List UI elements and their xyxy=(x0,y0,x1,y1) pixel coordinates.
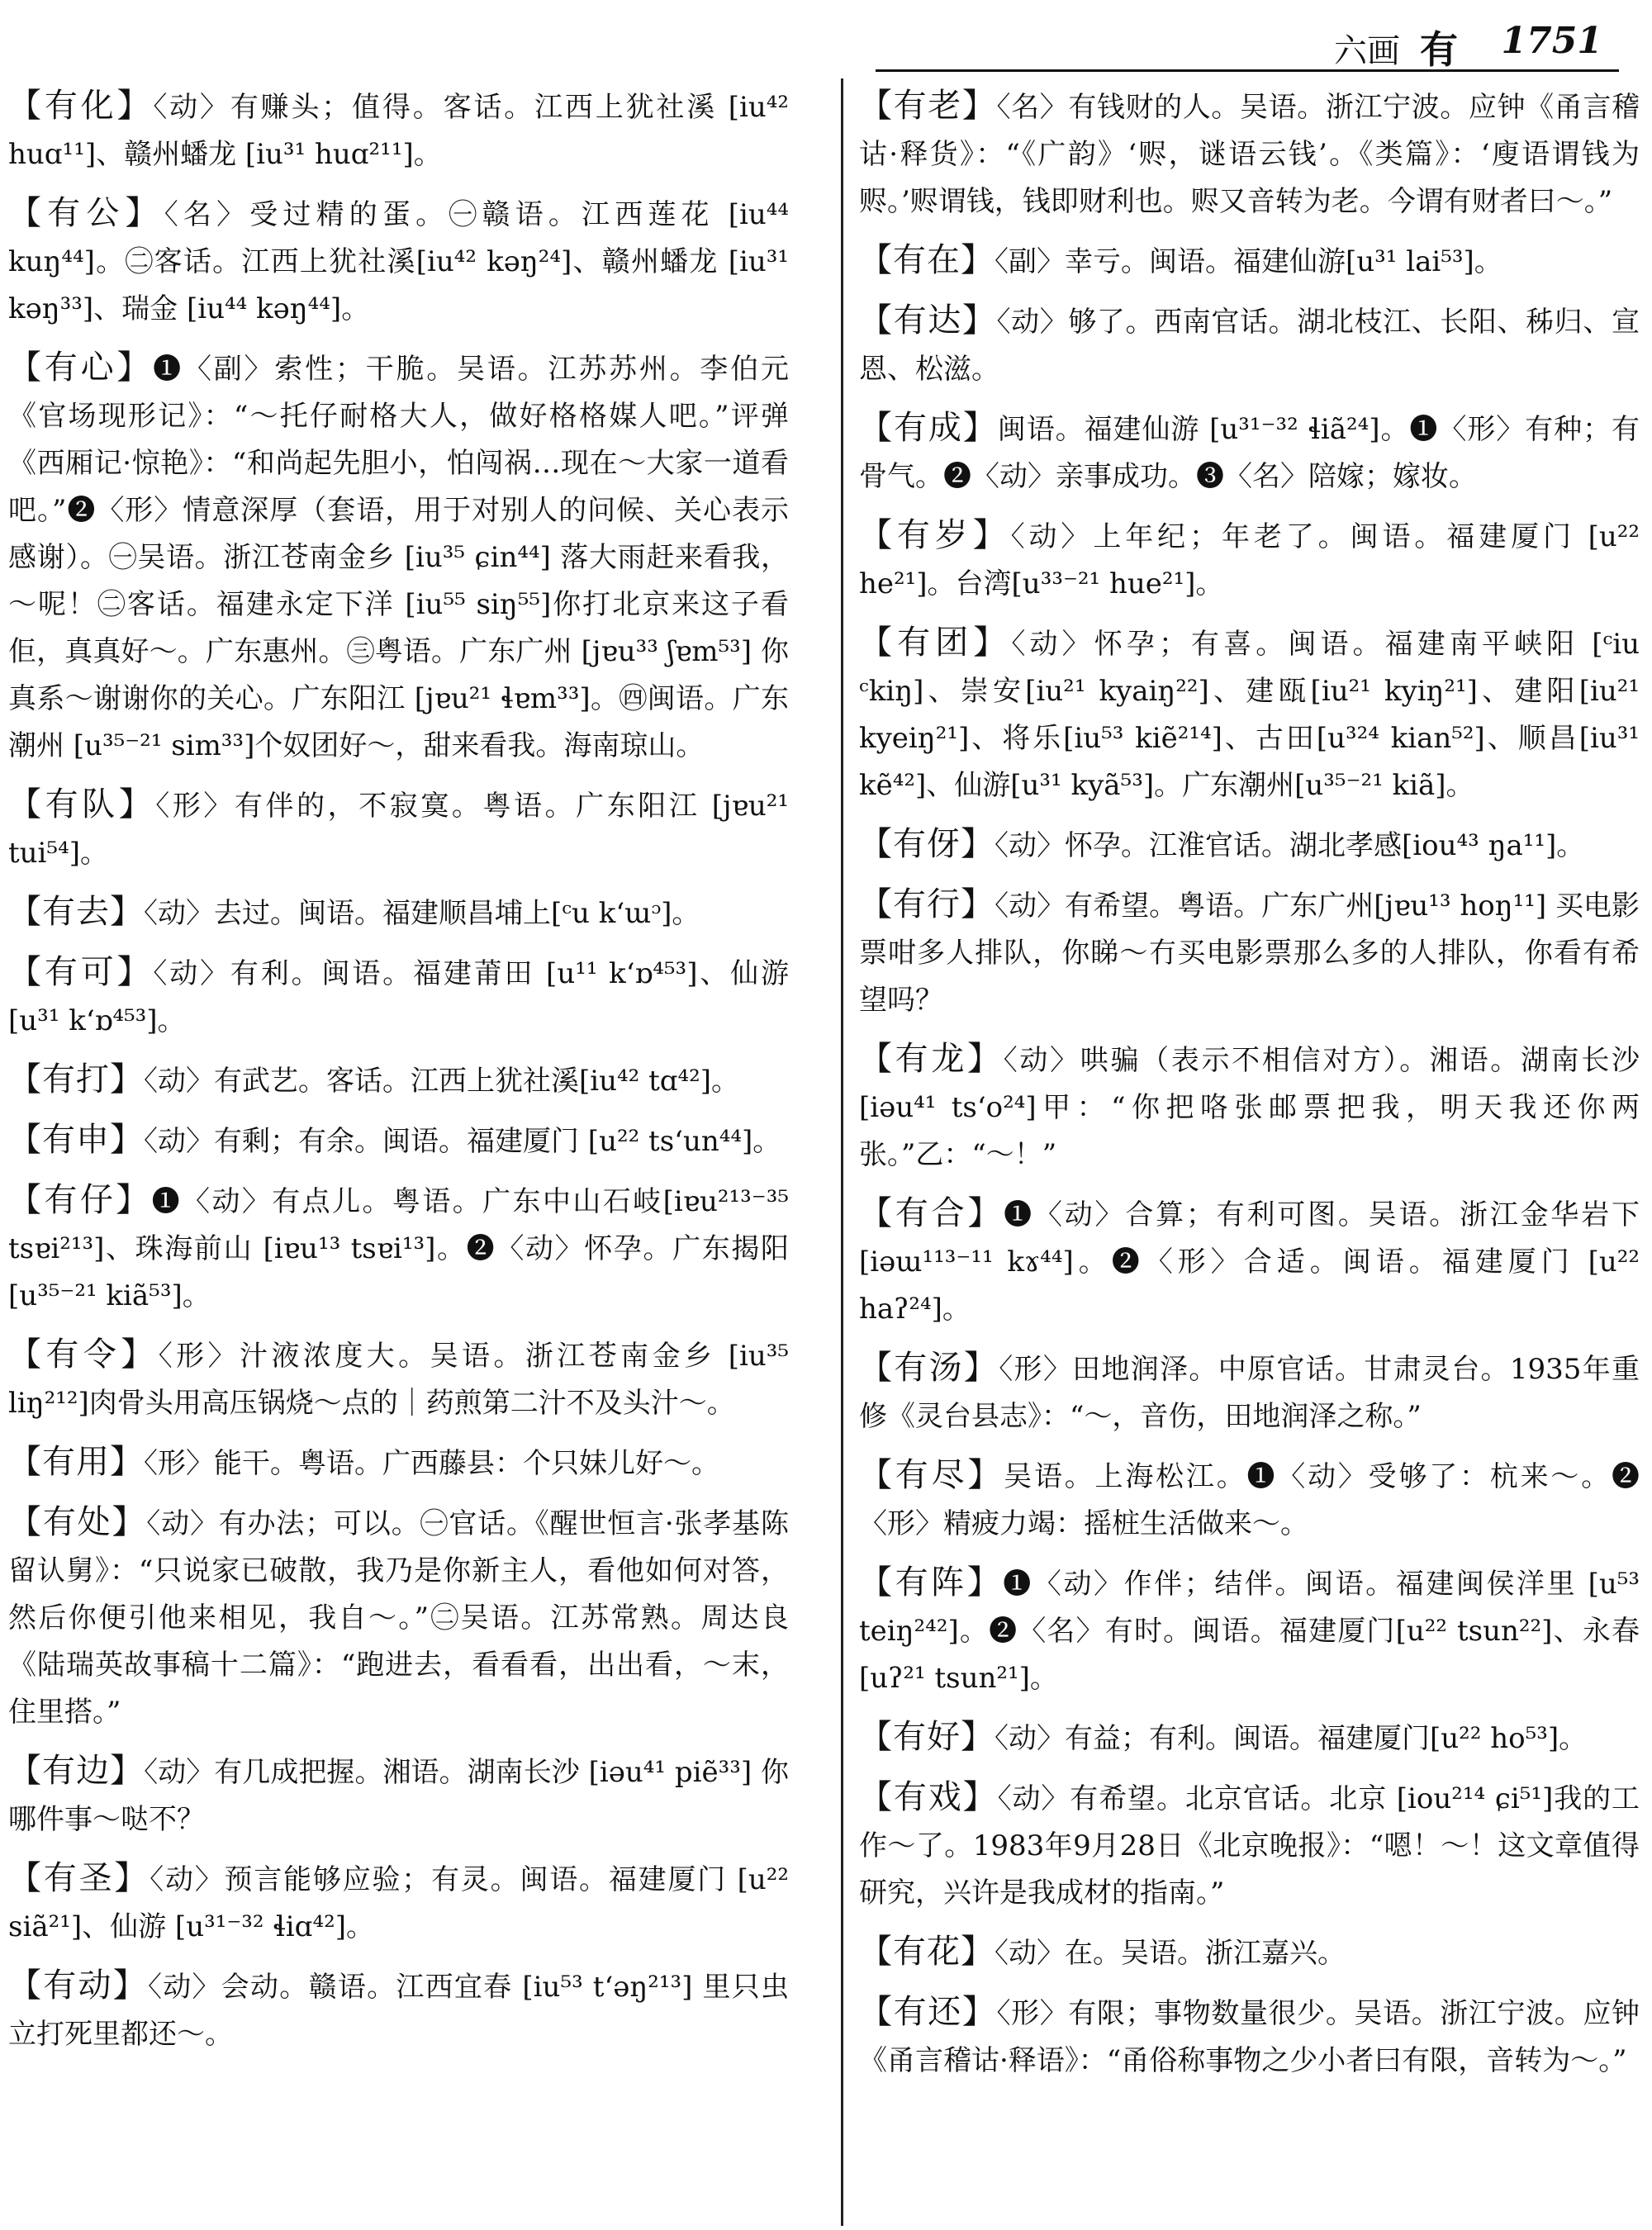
entry-headword: 【有令】 xyxy=(8,1336,159,1374)
entry-headword: 【有合】 xyxy=(859,1194,1004,1232)
dictionary-entry xyxy=(859,1345,1640,1440)
dictionary-entry xyxy=(8,1177,789,1320)
entry-headword: 【有用】 xyxy=(8,1443,144,1481)
entry-definition: 〈动〉会动。赣语。江西宜春 [iu⁵³ tʻəŋ²¹³] 里只虫立打死里都还～。 xyxy=(8,1971,789,2051)
entry-headword: 【有打】 xyxy=(8,1060,144,1098)
dictionary-entry xyxy=(8,781,789,877)
dictionary-entry xyxy=(859,512,1640,608)
entry-headword: 【有可】 xyxy=(8,953,154,991)
entry-headword: 【有阵】 xyxy=(859,1563,1004,1601)
entry-definition: 〈形〉有限；事物数量很少。吴语。浙江宁波。应钟《甬言稽诂·释语》：“甬俗称事物之少小者曰有限，音转为～。” xyxy=(859,1997,1640,2077)
entry-definition: ❶〈动〉作伴；结伴。闽语。福建闽侯洋里 [u⁵³ teiŋ²⁴²]。❷〈名〉有时。闽语。福建厦门[u²² tsun²²]、永春[uʔ²¹ tsun²¹]。 xyxy=(859,1568,1640,1695)
dictionary-entry xyxy=(8,1056,789,1105)
dictionary-entry xyxy=(859,405,1640,501)
entry-headword: 【有达】 xyxy=(859,301,997,339)
entry-headword: 【有圣】 xyxy=(8,1859,150,1897)
entry-headword: 【有化】 xyxy=(8,87,154,125)
entry-definition: 〈形〉汁液浓度大。吴语。浙江苍南金乡 [iu³⁵ liŋ²¹²]肉骨头用高压锅烧～点的｜药煎第二汁不及头汁～。 xyxy=(8,1340,789,1420)
entry-definition: 〈名〉受过精的蛋。㊀赣语。江西莲花 [iu⁴⁴ kuŋ⁴⁴]。㊁客话。江西上犹社溪[iu⁴² kəŋ²⁴]、赣州蟠龙 [iu³¹ kəŋ³³]、瑞金 [iu⁴⁴ kəŋ⁴⁴]。 xyxy=(8,198,789,325)
header-character: 有 xyxy=(1420,27,1458,72)
entry-definition: 〈动〉有益；有利。闽语。福建厦门[u²² ho⁵³]。 xyxy=(995,1722,1588,1755)
entry-headword: 【有公】 xyxy=(8,194,164,232)
entry-headword: 【有好】 xyxy=(859,1718,995,1756)
entry-headword: 【有戏】 xyxy=(859,1778,998,1816)
entry-headword: 【有去】 xyxy=(8,893,144,931)
dictionary-entry xyxy=(8,889,789,937)
dictionary-entry xyxy=(859,1452,1640,1548)
entry-headword: 【有还】 xyxy=(859,1993,997,2031)
dictionary-entry xyxy=(8,1962,789,2058)
entry-definition: ❶〈副〉索性；干脆。吴语。江苏苏州。李伯元《官场现形记》：“～托仔耐格大人，做好格格媒人吧。”评弹《西厢记·惊艳》：“和尚起先胆小，怕闯祸…现在～大家一道看吧。”❷〈形〉情意深厚（套语，用于对别人的问候、关心表示感谢）。㊀吴语。浙江苍南金乡 [iu³⁵ ɕin⁴⁴] 落大雨赶来看我，～呢！㊁客话。福建永定下洋 [iu⁵⁵ siŋ⁵⁵]你打北京来这子看佢，真真好～。广东惠州。㊂粤语。广东广州 [jɐu³³ ʃɐm⁵³] 你真系～谢谢你的关心。广东阳江 [jɐu²¹ ɬɐm³³]。㊃闽语。广东潮州 [u³⁵⁻²¹ sim³³]个奴团好～，甜来看我。海南琼山。 xyxy=(8,353,789,762)
entry-definition: 〈动〉哄骗（表示不相信对方）。湘语。湖南长沙[iəu⁴¹ tsʻo²⁴]甲：“你把咯张邮票把我，明天我还你两张。”乙：“～！” xyxy=(859,1044,1640,1171)
entry-definition: 〈动〉上年纪；年老了。闽语。福建厦门 [u²² he²¹]。台湾[u³³⁻²¹ hue²¹]。 xyxy=(859,520,1640,600)
entry-definition: 〈动〉在。吴语。浙江嘉兴。 xyxy=(995,1937,1346,1970)
dictionary-entry xyxy=(859,237,1640,286)
entry-definition: 〈动〉有剩；有余。闽语。福建厦门 [u²² tsʻun⁴⁴]。 xyxy=(144,1125,781,1158)
dictionary-entry xyxy=(8,1331,789,1427)
header-section: 六画 xyxy=(1334,32,1400,70)
dictionary-entry xyxy=(8,1748,789,1843)
page-number: 1751 xyxy=(1501,20,1602,62)
entry-headword: 【有仔】 xyxy=(8,1181,152,1219)
entry-definition: 〈形〉能干。粤语。广西藤县：个只妹儿好～。 xyxy=(144,1447,719,1480)
dictionary-entry xyxy=(859,1989,1640,2085)
entry-headword: 【有成】 xyxy=(859,409,998,447)
dictionary-entry xyxy=(8,1439,789,1487)
dictionary-entry xyxy=(8,344,789,770)
right-column xyxy=(859,83,1640,2222)
entry-definition: 〈名〉有钱财的人。吴语。浙江宁波。应钟《甬言稽诂·释货》：“《广韵》‘赆，谜语云钱’。《类篇》：‘廋语谓钱为赆。’赆谓钱，钱即财利也。赆又音转为老。今谓有财者曰～。” xyxy=(859,91,1640,218)
entry-definition: 〈动〉够了。西南官话。湖北枝江、长阳、秭归、宣恩、松滋。 xyxy=(859,306,1640,386)
entry-definition: 〈动〉预言能够应验；有灵。闽语。福建厦门 [u²² siã²¹]、仙游 [u³¹⁻³² ɬiɑ⁴²]。 xyxy=(8,1863,789,1943)
dictionary-entry xyxy=(8,1855,789,1951)
dictionary-entry xyxy=(8,1499,789,1736)
entry-definition: 〈形〉田地润泽。中原官话。甘肃灵台。1935年重修《灵台县志》：“～，音伤，田地润泽之称。” xyxy=(859,1353,1640,1433)
entry-headword: 【有伢】 xyxy=(859,825,995,863)
dictionary-entry xyxy=(859,619,1640,809)
entry-definition: 〈动〉有赚头；值得。客话。江西上犹社溪 [iu⁴² huɑ¹¹]、赣州蟠龙 [iu³¹ huɑ²¹¹]。 xyxy=(8,91,789,171)
entry-definition: 〈动〉有利。闽语。福建莆田 [u¹¹ kʻɒ⁴⁵³]、仙游 [u³¹ kʻɒ⁴⁵³]。 xyxy=(8,957,789,1037)
entry-headword: 【有岁】 xyxy=(859,516,1011,554)
entry-definition: 闽语。福建仙游 [u³¹⁻³² ɬiã²⁴]。❶〈形〉有种；有骨气。❷〈动〉亲事成功。❸〈名〉陪嫁；嫁妆。 xyxy=(859,413,1640,493)
entry-headword: 【有边】 xyxy=(8,1752,145,1790)
entry-definition: 〈动〉怀孕；有喜。闽语。福建南平峡阳 [ᶜiu ᶜkiŋ]、崇安[iu²¹ kyaiŋ²²]、建瓯[iu²¹ kyiŋ²¹]、建阳[iu²¹ kyeiŋ²¹]、将乐[iu⁵³ kiẽ²¹⁴]、古田[u³²⁴ kian⁵²]、顺昌[iu³¹ kẽ⁴²]、仙游[u³¹ kyã⁵³]。广东潮州[u³⁵⁻²¹ kiã]。 xyxy=(859,628,1640,802)
dictionary-entry xyxy=(859,881,1640,1024)
left-column xyxy=(8,83,789,2222)
entry-headword: 【有老】 xyxy=(859,87,997,125)
entry-definition: 〈动〉有希望。北京官话。北京 [iou²¹⁴ ɕi⁵¹]我的工作～了。1983年9月28日《北京晚报》：“嗯！～！这文章值得研究，兴许是我成材的指南。” xyxy=(859,1782,1640,1910)
entry-definition: 〈动〉怀孕。江淮官话。湖北孝感[iou⁴³ ŋa¹¹]。 xyxy=(995,829,1585,862)
entry-headword: 【有尽】 xyxy=(859,1456,1004,1494)
dictionary-entry xyxy=(859,297,1640,393)
entry-headword: 【有动】 xyxy=(8,1967,149,2005)
entry-definition: 〈动〉有几成把握。湘语。湖南长沙 [iəu⁴¹ piẽ³³] 你哪件事～哒不？ xyxy=(8,1756,789,1836)
entry-definition: 〈动〉有办法；可以。㊀官话。《醒世恒言·张孝基陈留认舅》：“只说家已破散，我乃是你新主人，看他如何对答，然后你便引他来相见，我自～。”㊁吴语。江苏常熟。周达良《陆瑞英故事稿十二篇》：“跑进去，看看看，出出看，～末，住里搭。” xyxy=(8,1507,789,1729)
entry-definition: 〈形〉有伴的，不寂寞。粤语。广东阳江 [jɐu²¹ tui⁵⁴]。 xyxy=(8,790,789,870)
entry-definition: 吴语。上海松江。❶〈动〉受够了：杭来～。❷〈形〉精疲力竭：摇桩生活做来～。 xyxy=(859,1460,1640,1540)
dictionary-entry xyxy=(859,1190,1640,1333)
dictionary-entry xyxy=(859,1714,1640,1763)
entry-definition: ❶〈动〉有点儿。粤语。广东中山石岐[iɐu²¹³⁻³⁵ tsɐi²¹³]、珠海前山 [iɐu¹³ tsɐi¹³]。❷〈动〉怀孕。广东揭阳 [u³⁵⁻²¹ kiã⁵³]。 xyxy=(8,1185,789,1312)
column-divider xyxy=(841,78,843,2226)
entry-headword: 【有团】 xyxy=(859,624,1012,662)
entry-definition: 〈动〉去过。闽语。福建顺昌埔上[ᶜu kʻɯᵓ]。 xyxy=(144,897,700,930)
dictionary-entry xyxy=(859,1929,1640,1977)
entry-headword: 【有汤】 xyxy=(859,1349,999,1387)
dictionary-entry xyxy=(8,949,789,1045)
entry-definition: 〈动〉有希望。粤语。广东广州[jɐu¹³ hoŋ¹¹] 买电影票咁多人排队，你睇～冇买电影票那么多的人排队，你看有希望吗？ xyxy=(859,890,1640,1017)
entry-headword: 【有申】 xyxy=(8,1121,144,1159)
dictionary-entry xyxy=(8,190,789,333)
entry-headword: 【有龙】 xyxy=(859,1040,1004,1078)
entry-headword: 【有花】 xyxy=(859,1933,995,1971)
page-header xyxy=(876,15,1619,72)
dictionary-entry xyxy=(8,83,789,178)
entry-definition: 〈动〉有武艺。客话。江西上犹社溪[iu⁴² tɑ⁴²]。 xyxy=(144,1065,740,1098)
entry-definition: 〈副〉幸亏。闽语。福建仙游[u³¹ lai⁵³]。 xyxy=(995,245,1502,278)
dictionary-entry xyxy=(859,1036,1640,1179)
dictionary-entry xyxy=(859,83,1640,225)
entry-headword: 【有心】 xyxy=(8,349,154,387)
dictionary-entry xyxy=(859,821,1640,870)
dictionary-entry xyxy=(859,1559,1640,1702)
entry-headword: 【有在】 xyxy=(859,241,995,279)
dictionary-entry xyxy=(8,1117,789,1165)
entry-definition: ❶〈动〉合算；有利可图。吴语。浙江金华岩下 [iəɯ¹¹³⁻¹¹ kɤ⁴⁴]。❷〈形〉合适。闽语。福建厦门 [u²² haʔ²⁴]。 xyxy=(859,1198,1640,1326)
dictionary-entry xyxy=(859,1774,1640,1917)
entry-headword: 【有队】 xyxy=(8,785,156,823)
entry-headword: 【有处】 xyxy=(8,1503,147,1541)
entry-headword: 【有行】 xyxy=(859,885,995,923)
